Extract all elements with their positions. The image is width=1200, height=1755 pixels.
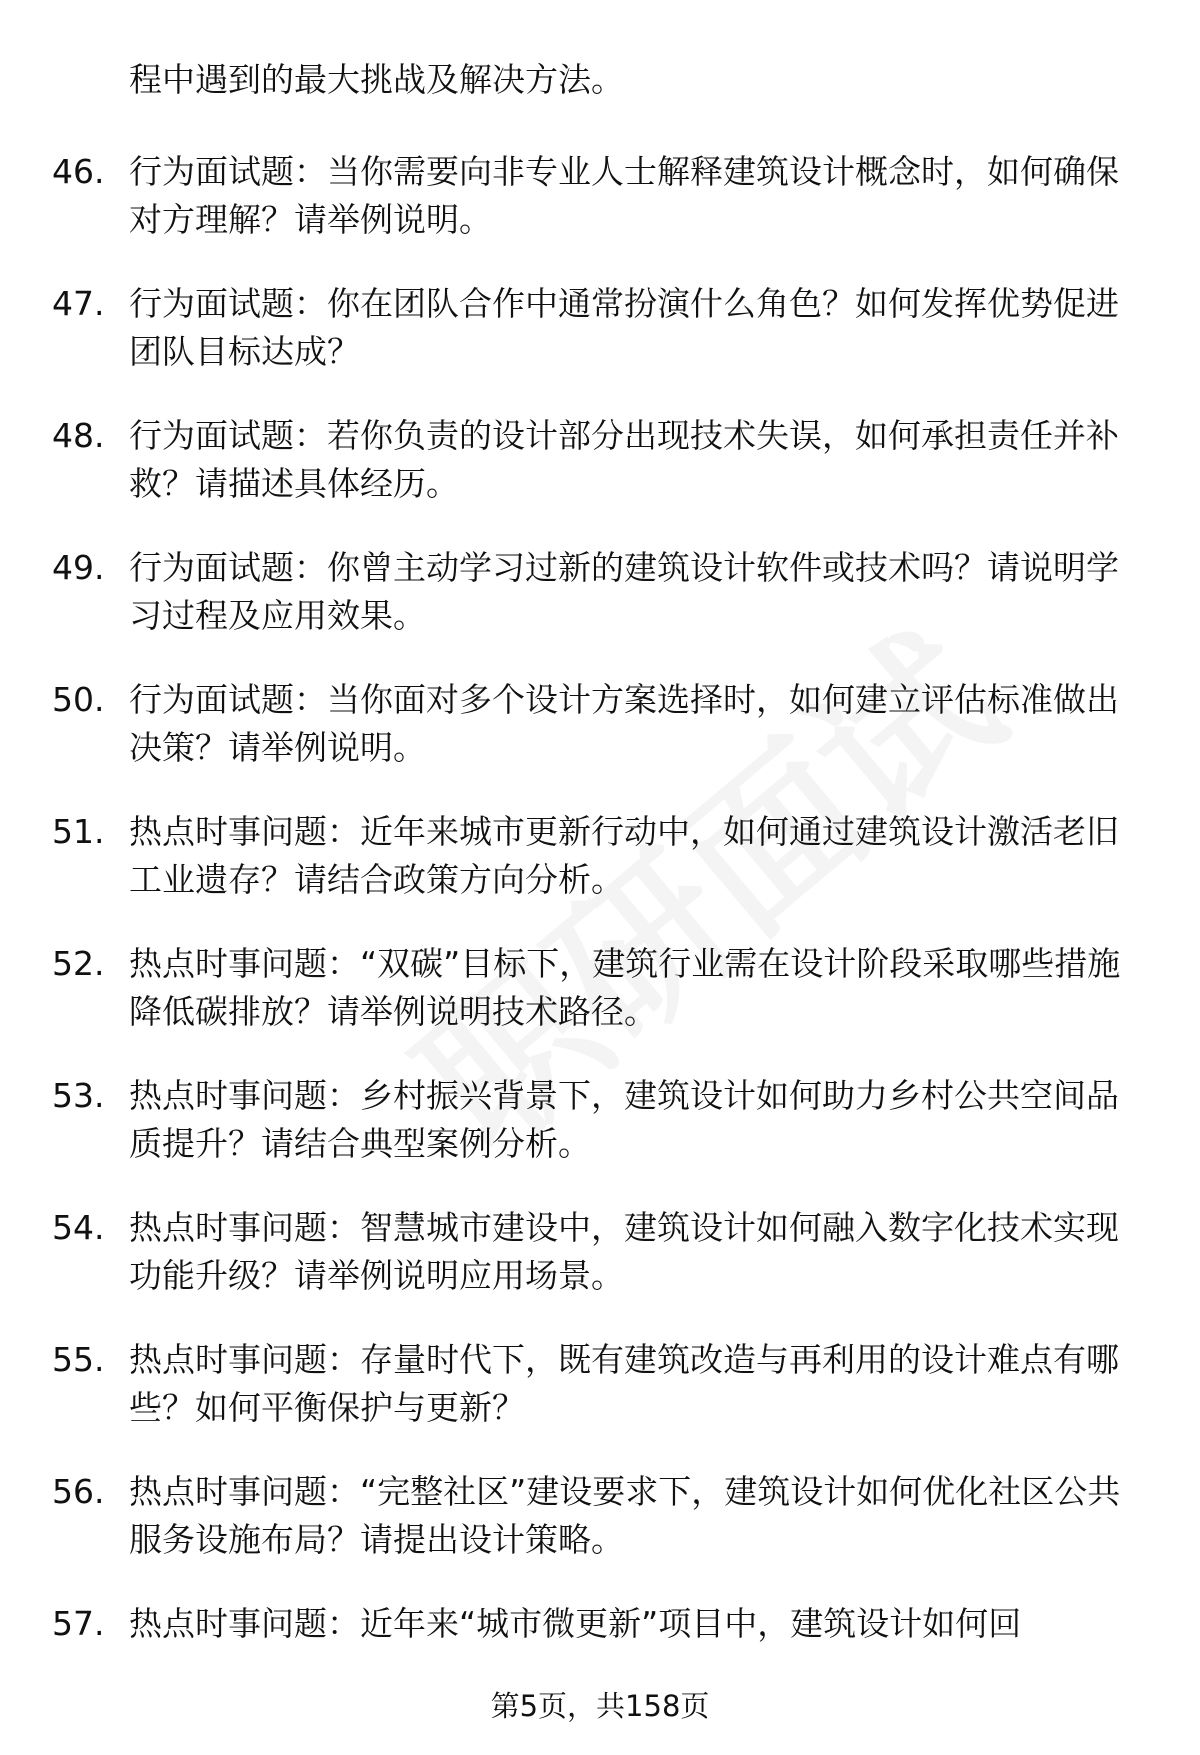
item-number: 49. [52, 548, 105, 587]
item-number: 57. [52, 1604, 105, 1643]
list-item [0, 544, 1200, 676]
list-item [0, 148, 1200, 280]
item-number: 50. [52, 680, 105, 719]
item-number: 51. [52, 812, 105, 851]
item-text: 热点时事问题：存量时代下，既有建筑改造与再利用的设计难点有哪些？如何平衡保护与更新？ [129, 1340, 1119, 1427]
item-number: 53. [52, 1076, 105, 1115]
item-text: 热点时事问题：近年来城市更新行动中，如何通过建筑设计激活老旧工业遗存？请结合政策方向分析。 [129, 812, 1119, 899]
item-number: 48. [52, 416, 105, 455]
item-text: 热点时事问题：“双碳”目标下，建筑行业需在设计阶段采取哪些措施降低碳排放？请举例说明技术路径。 [129, 944, 1121, 1031]
item-text: 行为面试题：你曾主动学习过新的建筑设计软件或技术吗？请说明学习过程及应用效果。 [129, 548, 1119, 635]
page-footer: 第5页，共158页 [490, 1689, 710, 1723]
item-text: 行为面试题：当你需要向非专业人士解释建筑设计概念时，如何确保对方理解？请举例说明。 [129, 152, 1119, 239]
item-text: 热点时事问题：智慧城市建设中，建筑设计如何融入数字化技术实现功能升级？请举例说明应用场景。 [129, 1208, 1119, 1295]
item-text: 热点时事问题：近年来“城市微更新”项目中，建筑设计如何回 [129, 1604, 1022, 1643]
item-text: 热点时事问题：乡村振兴背景下，建筑设计如何助力乡村公共空间品质提升？请结合典型案例分析。 [129, 1076, 1119, 1163]
list-item [0, 1336, 1200, 1468]
item-number: 54. [52, 1208, 105, 1247]
list-item [0, 940, 1200, 1072]
item-number: 46. [52, 152, 105, 191]
list-item [0, 1468, 1200, 1600]
item-number: 55. [52, 1340, 105, 1379]
list-item [0, 808, 1200, 940]
item-text: 行为面试题：当你面对多个设计方案选择时，如何建立评估标准做出决策？请举例说明。 [129, 680, 1119, 767]
list-item [0, 412, 1200, 544]
item-text: 热点时事问题：“完整社区”建设要求下，建筑设计如何优化社区公共服务设施布局？请提出设计策略。 [129, 1472, 1121, 1559]
item-text: 行为面试题：你在团队合作中通常扮演什么角色？如何发挥优势促进团队目标达成？ [129, 284, 1119, 371]
question-list [0, 148, 1200, 1732]
continued-paragraph: 程中遇到的最大挑战及解决方法。 [129, 60, 624, 99]
list-item [0, 1072, 1200, 1204]
list-item [0, 1204, 1200, 1336]
item-number: 47. [52, 284, 105, 323]
list-item [0, 676, 1200, 808]
item-number: 56. [52, 1472, 105, 1511]
item-number: 52. [52, 944, 105, 983]
list-item [0, 280, 1200, 412]
item-text: 行为面试题：若你负责的设计部分出现技术失误，如何承担责任并补救？请描述具体经历。 [129, 416, 1119, 503]
